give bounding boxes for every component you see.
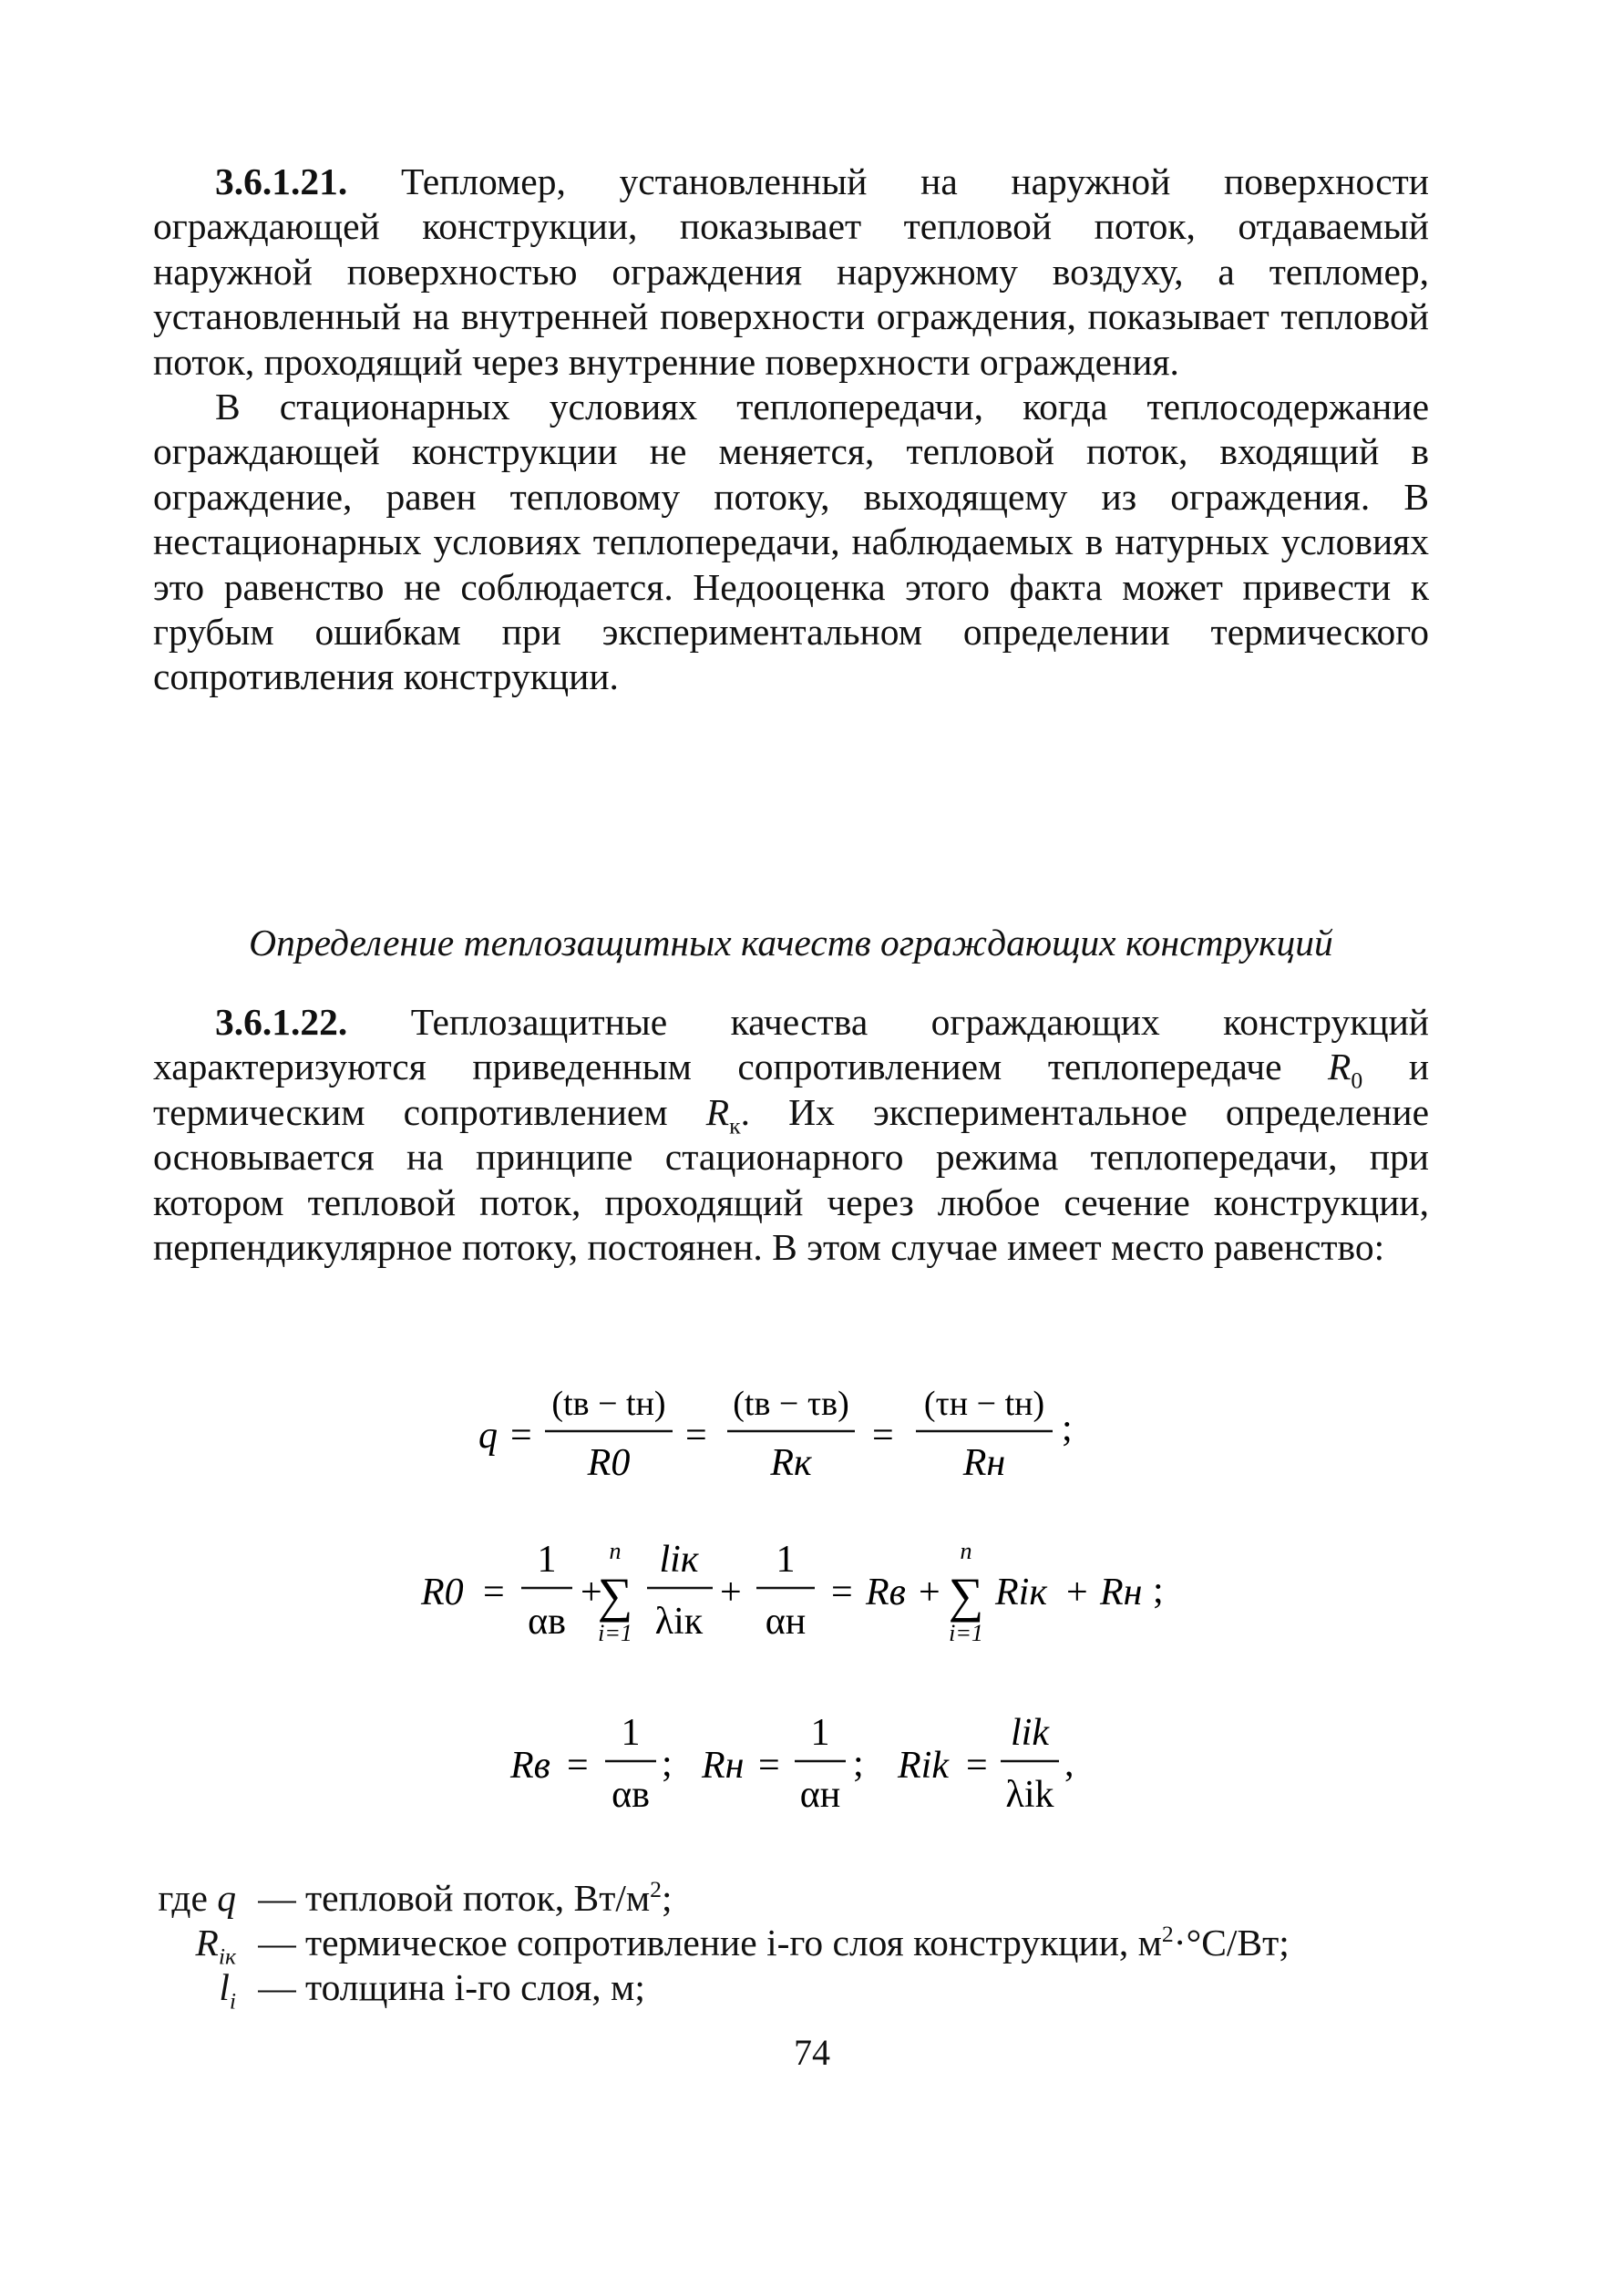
sum-lower-limit: i=1 <box>949 1620 983 1646</box>
formula-operator: = <box>567 1745 589 1787</box>
definition-letter: R <box>195 1922 219 1964</box>
rk-symbol: R <box>705 1090 730 1133</box>
formula-symbol: q <box>478 1415 498 1457</box>
r0-subscript: 0 <box>1351 1067 1363 1094</box>
definition-superscript: 2 <box>650 1876 662 1903</box>
formula-operator: = <box>831 1572 853 1613</box>
definition-dash: — <box>258 1877 296 1919</box>
paragraph-text: Теплозащитные качества ограждающих конструкций характеризуются приведенным сопротивлением теплопередаче <box>153 1001 1429 1088</box>
sum-upper-limit: n <box>960 1538 972 1564</box>
r0-symbol: R <box>1328 1046 1352 1088</box>
formula-term: Rik <box>898 1745 949 1787</box>
definition-dash: — <box>258 1966 296 2008</box>
definition-body: тепловой поток, Вт/м <box>305 1877 651 1919</box>
formula-operator: , <box>1064 1743 1074 1785</box>
formula-operator: + <box>1066 1572 1088 1613</box>
formula-term: Rв <box>510 1745 550 1787</box>
formula-layer-resistances <box>0 1705 1624 1832</box>
definition-letter: q <box>217 1877 236 1919</box>
formula-numerator: 1 <box>537 1539 557 1581</box>
definition-tail: ; <box>662 1877 673 1919</box>
formula-operator: ; <box>1062 1407 1073 1449</box>
formula-term: Rн <box>702 1745 745 1787</box>
definition-letter: l <box>219 1966 230 2008</box>
formula-operator: = <box>758 1745 780 1787</box>
formula-denominator: R0 <box>587 1442 631 1484</box>
definition-symbol <box>153 1921 249 1970</box>
paragraph-text: Тепломер, установленный на наружной поверхности ограждающей конструкции, показывает тепловой поток, отдаваемый наружной поверхностью ограждения наружному воздуху, а тепломер, установленный на внутренней поверхности ограждения, показывает тепловой поток, проходящий через внутренние поверхности ограждения. <box>153 160 1429 383</box>
formula-denominator: Rк <box>770 1442 812 1484</box>
formula-denominator: αв <box>528 1601 566 1643</box>
formula-operator: = <box>510 1415 532 1457</box>
formula-numerator: 1 <box>776 1539 796 1581</box>
formula-numerator: liк <box>659 1539 699 1581</box>
formula-term: Rв <box>866 1572 906 1613</box>
formula-operator: = <box>483 1572 505 1613</box>
formula-numerator: lik <box>1011 1712 1049 1754</box>
definition-text <box>305 1965 645 2010</box>
definition-body: термическое сопротивление i-го слоя конструкции, м <box>305 1922 1162 1964</box>
formula-operator: = <box>872 1415 894 1457</box>
page-number: 74 <box>794 2032 830 2073</box>
subheading: Определение теплозащитных качеств ограждающих конструкций <box>249 922 1333 964</box>
sum-sign: ∑ <box>597 1568 633 1623</box>
formula-operator: = <box>685 1415 707 1457</box>
formula-denominator: λiк <box>654 1601 704 1643</box>
formula-heat-flux <box>0 1367 1624 1504</box>
formula-denominator: λik <box>1005 1774 1054 1816</box>
formula-operator: + <box>919 1572 940 1613</box>
paragraph <box>153 160 1429 385</box>
definition-body: толщина i-го слоя, м; <box>305 1966 645 2008</box>
definition-subscript: i <box>229 1987 236 2015</box>
formula-denominator: αн <box>799 1774 841 1816</box>
definition-subscript: iк <box>218 1943 236 1970</box>
rk-subscript: к <box>729 1112 741 1139</box>
definition-row <box>153 1876 1447 1921</box>
symbol-definitions <box>153 1876 1447 2015</box>
formula-denominator: Rн <box>962 1442 1006 1484</box>
formula-operator: ; <box>1153 1570 1164 1612</box>
definition-row <box>153 1921 1447 1970</box>
definition-tail: ·°С/Вт; <box>1173 1922 1290 1964</box>
definition-prefix: где <box>158 1877 208 1919</box>
definition-symbol <box>153 1876 249 1921</box>
section-3-6-1-21 <box>153 160 1429 700</box>
definition-text <box>305 1876 673 1921</box>
formula-total-resistance <box>0 1531 1624 1659</box>
formula-operator: + <box>581 1572 602 1613</box>
definition-dash: — <box>258 1922 296 1964</box>
formula-operator: + <box>720 1572 742 1613</box>
formula-term: Riк <box>995 1572 1047 1613</box>
sum-lower-limit: i=1 <box>598 1620 632 1646</box>
paragraph-text: В стационарных условиях теплопередачи, когда теплосодержание ограждающей конструкции не меняется, тепловой поток, входящий в ограждение, равен тепловому потоку, выходящему из ограждения. В нестационарных условиях теплопередачи, наблюдаемых в натурных условиях это равенство не соблюдается. Недооценка этого факта может привести к грубым ошибкам при экспериментальном определении термического сопротивления конструкции. <box>153 386 1429 698</box>
section-3-6-1-22 <box>153 1000 1429 1270</box>
definition-text <box>305 1921 1290 1965</box>
formula-numerator: 1 <box>621 1712 641 1754</box>
formula-operator: ; <box>853 1743 864 1785</box>
paragraph <box>153 1000 1429 1270</box>
paragraph-text: . Их экспериментальное определение основывается на принципе стационарного режима теплопередачи, при котором тепловой поток, проходящий через любое сечение конструкции, перпендикулярное потоку, постоянен. В этом случае имеет место равенство: <box>153 1090 1430 1269</box>
formula-term: Rн <box>1100 1572 1143 1613</box>
paragraph-text: и термическим сопротивлением <box>153 1046 1430 1133</box>
formula-numerator: 1 <box>810 1712 830 1754</box>
formula-denominator: αн <box>765 1601 807 1643</box>
definition-row <box>153 1965 1447 2015</box>
formula-numerator: (tв − tн) <box>551 1385 666 1423</box>
section-number: 3.6.1.22. <box>215 1001 348 1043</box>
paragraph <box>153 385 1429 700</box>
sum-upper-limit: n <box>609 1538 622 1564</box>
section-number: 3.6.1.21. <box>215 160 348 202</box>
definition-symbol <box>153 1965 249 2015</box>
formula-denominator: αв <box>612 1774 650 1816</box>
formula-numerator: (τн − tн) <box>923 1385 1045 1423</box>
formula-operator: ; <box>662 1743 673 1785</box>
formula-numerator: (tв − τв) <box>733 1385 849 1423</box>
sum-sign: ∑ <box>948 1568 984 1623</box>
formula-symbol: R0 <box>421 1572 464 1613</box>
definition-superscript: 2 <box>1161 1921 1174 1948</box>
formula-operator: = <box>966 1745 988 1787</box>
